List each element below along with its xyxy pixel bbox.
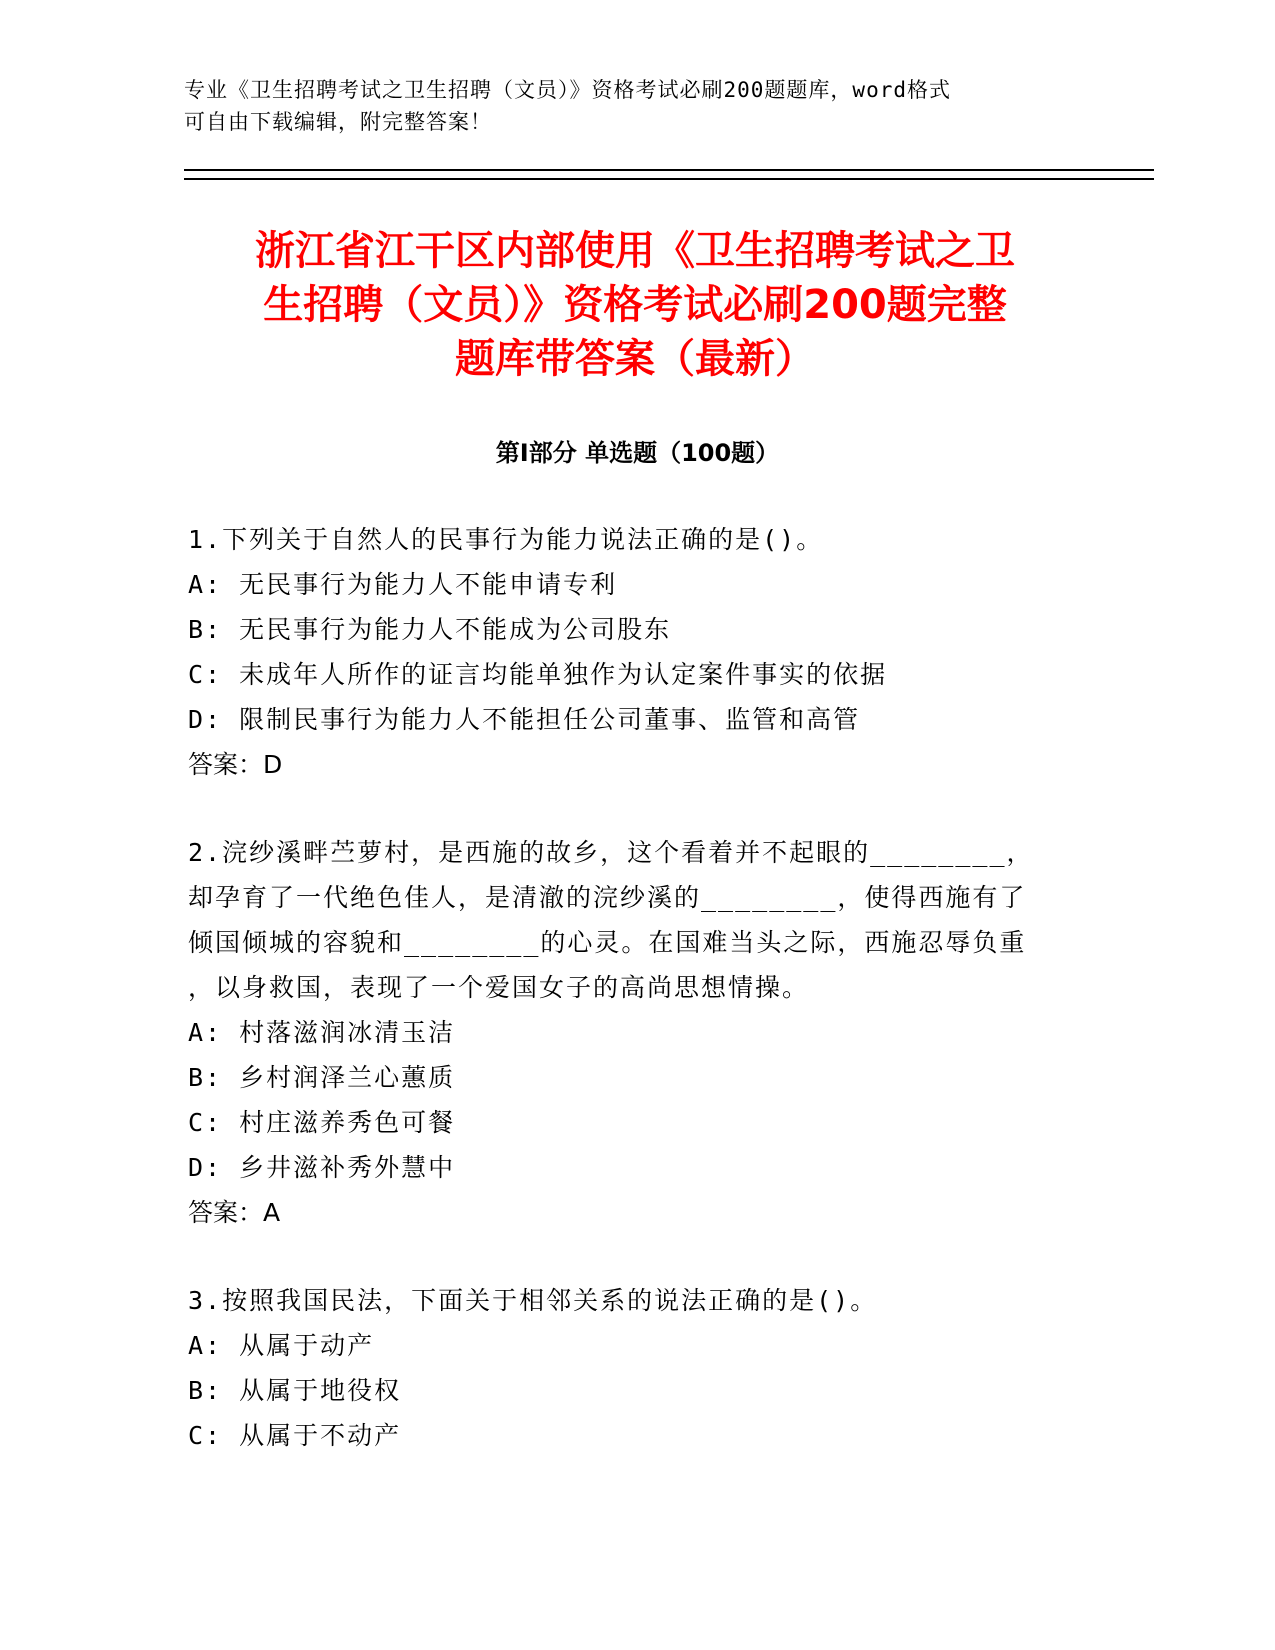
question-item — [188, 1278, 1068, 1458]
question-option: B: 无民事行为能力人不能成为公司股东 — [188, 615, 672, 644]
question-option: C: 村庄滋养秀色可餐 — [188, 1108, 456, 1137]
document-title — [160, 224, 1110, 386]
title-line: 题库带答案（最新） — [455, 336, 815, 382]
question-stem: 3.按照我国民法，下面关于相邻关系的说法正确的是()。 — [188, 1286, 878, 1315]
question-option: A: 从属于动产 — [188, 1331, 375, 1360]
header-note-line: 专业《卫生招聘考试之卫生招聘（文员）》资格考试必刷200题题库，word格式 — [184, 78, 951, 102]
section-title: 第Ⅰ部分 单选题（100题） — [495, 439, 780, 467]
question-option: D: 乡井滋补秀外慧中 — [188, 1153, 456, 1182]
question-option: A: 无民事行为能力人不能申请专利 — [188, 570, 618, 599]
question-stem: 却孕育了一代绝色佳人，是清澈的浣纱溪的________，使得西施有了 — [188, 883, 1027, 912]
title-line: 生招聘（文员）》资格考试必刷200题完整 — [263, 282, 1007, 328]
header-note-line: 可自由下载编辑，附完整答案！ — [184, 110, 492, 134]
question-option: B: 乡村润泽兰心蕙质 — [188, 1063, 456, 1092]
question-option: B: 从属于地役权 — [188, 1376, 402, 1405]
question-answer: 答案：A — [188, 1198, 281, 1227]
question-option: D: 限制民事行为能力人不能担任公司董事、监管和高管 — [188, 705, 861, 734]
question-stem: 1.下列关于自然人的民事行为能力说法正确的是()。 — [188, 525, 824, 554]
question-item — [188, 517, 1068, 787]
divider-line — [184, 169, 1154, 171]
header-note — [184, 74, 1064, 138]
question-item — [188, 830, 1068, 1235]
question-option: C: 未成年人所作的证言均能单独作为认定案件事实的依据 — [188, 660, 888, 689]
question-answer: 答案：D — [188, 750, 283, 779]
question-stem: 倾国倾城的容貌和________的心灵。在国难当头之际，西施忍辱负重 — [188, 928, 1027, 957]
question-stem: ，以身救国，表现了一个爱国女子的高尚思想情操。 — [188, 973, 810, 1002]
title-line: 浙江省江干区内部使用《卫生招聘考试之卫 — [255, 228, 1015, 274]
question-option: A: 村落滋润冰清玉洁 — [188, 1018, 456, 1047]
question-list — [188, 517, 1068, 1501]
question-stem: 2.浣纱溪畔苎萝村，是西施的故乡，这个看着并不起眼的________， — [188, 838, 1034, 867]
question-option: C: 从属于不动产 — [188, 1421, 402, 1450]
divider-line — [184, 178, 1154, 180]
